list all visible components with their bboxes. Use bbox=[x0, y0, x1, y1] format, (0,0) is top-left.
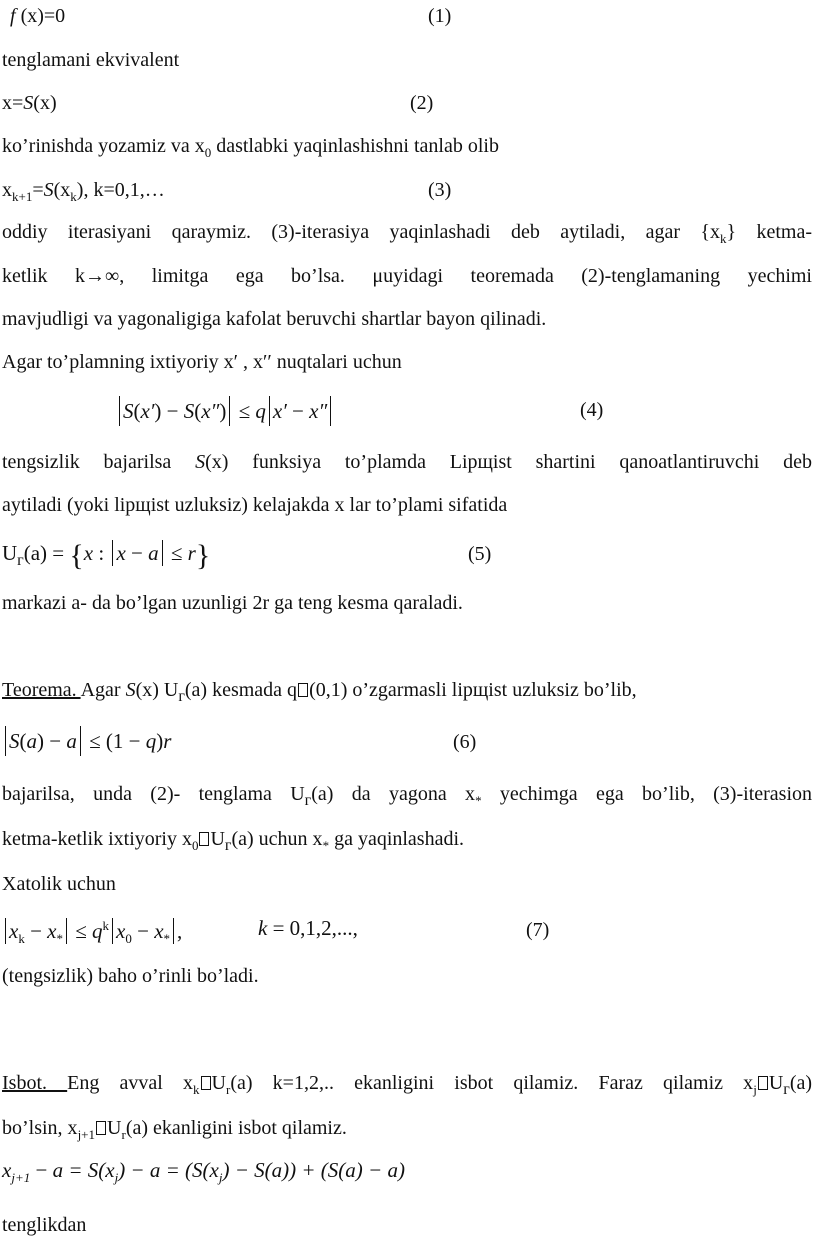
text-line: tenglamani ekvivalent bbox=[2, 49, 180, 71]
equation-number-6: (6) bbox=[453, 731, 477, 753]
text-line: markazi a- da bo’lgan uzunligi 2r ga teng kesma qaraladi. bbox=[2, 592, 463, 614]
equation-3: $x_{k+1}=S(x_k)$, k=0,1,… bbox=[2, 179, 165, 204]
text-line: ko’rinishda yozamiz va $x_0$ dastlabki yaqinlashishni tanlab olib bbox=[2, 135, 499, 160]
equation-number-5: (5) bbox=[468, 543, 492, 565]
text-line: bajarilsa, unda (2)- tenglama $U_г(a)$ da yagona $x_*$ yechimga ega bo’lib, (3)-iterasion bbox=[2, 783, 812, 809]
abs-bar bbox=[330, 396, 331, 426]
text-line: tengsizlik bajarilsa S(x) funksiya to’plamda Lipщist shartini qanoatlantiruvchi deb bbox=[2, 451, 812, 473]
text-line: oddiy iterasiyani qaraymiz. (3)-iterasiya yaqinlashadi deb aytiladi, agar $\{x_k\}$ ketma- bbox=[2, 221, 812, 246]
formula-6: S(a) − a ≤ (1 − q)r bbox=[2, 726, 171, 756]
theorem-statement: Teorema. Agar S(x) $U_г(a)$ kesmada q (0,1) o’zgarmasli lipщist uzluksiz bo’lib, bbox=[2, 679, 637, 705]
text-line: ketlik k→∞, limitga ega bo’lsa. μuyidagi teoremada (2)-tenglamaning yechimi bbox=[2, 265, 812, 287]
missing-glyph-icon bbox=[758, 1076, 768, 1090]
abs-bar bbox=[229, 396, 230, 426]
formula-7-index: k = 0,1,2,..., bbox=[258, 916, 358, 940]
equation-number-3: (3) bbox=[428, 179, 452, 201]
text-line: mavjudligi va yagonaligiga kafolat beruvchi shartlar bayon qilinadi. bbox=[2, 308, 547, 330]
text-line: Agar to’plamning ixtiyoriy x′ , x′′ nuqtalari uchun bbox=[2, 351, 402, 373]
abs-bar bbox=[173, 918, 174, 944]
equation-number-7: (7) bbox=[526, 919, 550, 941]
equation-number-4: (4) bbox=[580, 399, 604, 421]
proof-heading: Isbot. bbox=[2, 1072, 68, 1094]
missing-glyph-icon bbox=[199, 832, 209, 846]
theorem-heading: Teorema. bbox=[2, 679, 81, 701]
text-line: (tengsizlik) baho o’rinli bo’ladi. bbox=[2, 965, 259, 987]
abs-bar bbox=[5, 726, 6, 756]
abs-bar bbox=[119, 396, 120, 426]
missing-glyph-icon bbox=[96, 1121, 106, 1135]
abs-bar bbox=[112, 918, 113, 944]
abs-bar bbox=[80, 726, 81, 756]
proof-statement: Isbot. Eng avval $x_k$ $U_r(a)$ k=1,2,.. ekanligini isbot qilamiz. Faraz qilamiz $x_j$ $U_г(a)$ bbox=[2, 1072, 813, 1098]
equation-number-2: (2) bbox=[410, 92, 434, 114]
missing-glyph-icon bbox=[201, 1076, 211, 1090]
formula-5: $U_г(a) = \{x$ : x − a ≤ r} bbox=[2, 539, 211, 572]
text-line: ketma-ketlik ixtiyoriy $x_0$ $U_г(a)$ uchun $x_*$ ga yaqinlashadi. bbox=[2, 828, 465, 854]
abs-bar bbox=[66, 918, 67, 944]
math-f: f bbox=[10, 5, 16, 27]
formula-8: $x_{j+1} - a = S(x_j) - a = (S(x_j) - S(a)) + (S(a) - a)$ bbox=[2, 1158, 405, 1186]
text-line: Xatolik uchun bbox=[2, 873, 116, 895]
abs-bar bbox=[269, 396, 270, 426]
text-line: aytiladi (yoki lipщist uzluksiz) kelajakda x lar to’plami sifatida bbox=[2, 494, 508, 516]
abs-bar bbox=[112, 540, 113, 566]
formula-4: S(x′) − S(x″) ≤ q x′ − x″ bbox=[116, 396, 334, 426]
equation-2: x=S(x) bbox=[2, 92, 57, 114]
text-line: tenglikdan bbox=[2, 1214, 87, 1236]
abs-bar bbox=[162, 540, 163, 566]
text-line: bo’lsin, $x_{j+1}$ $U_r(a)$ ekanligini isbot qilamiz. bbox=[2, 1117, 347, 1142]
missing-glyph-icon bbox=[298, 683, 308, 697]
equation-1: f (x)=0 bbox=[10, 5, 66, 27]
equation-number-1: (1) bbox=[428, 5, 452, 27]
abs-bar bbox=[5, 918, 6, 944]
formula-7: $x_k - x_* \le q^k$ $x_0 - x_*$ , bbox=[2, 918, 182, 944]
